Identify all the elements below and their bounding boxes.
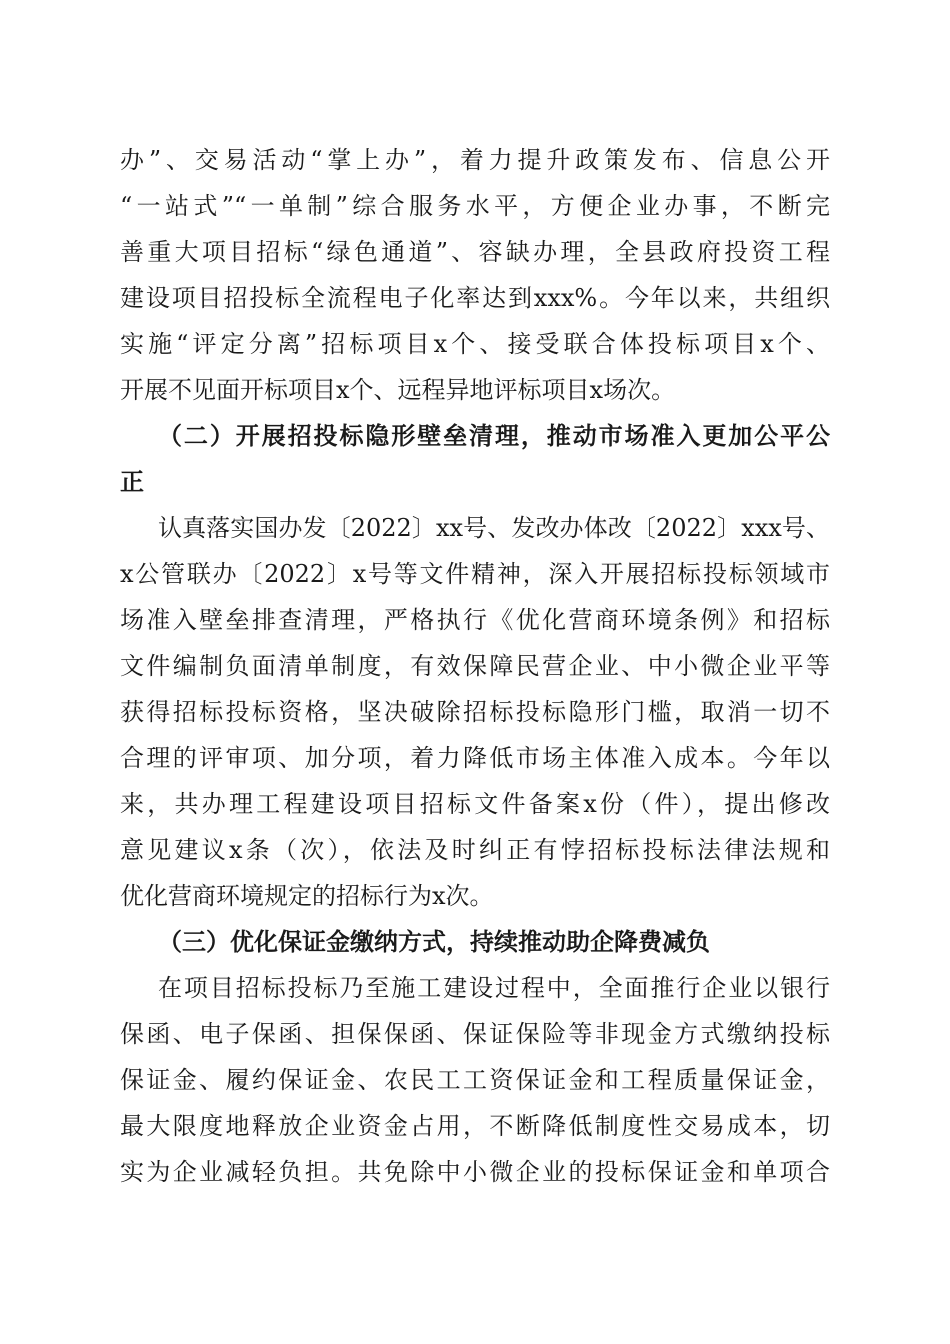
text-line: 文件编制负面清单制度，有效保障民营企业、中小微企业平等	[120, 652, 830, 680]
text-line: 建设项目招投标全流程电子化率达到xxx%。今年以来，共组织	[120, 284, 830, 312]
text-line: 意见建议x条（次），依法及时纠正有悖招标投标法律法规和	[120, 836, 830, 864]
text-line: 认真落实国办发〔2022〕xx号、发改办体改〔2022〕xxx号、	[158, 514, 830, 542]
section-heading: 正	[120, 467, 144, 496]
text-line: 开展不见面开标项目x个、远程异地评标项目x场次。	[120, 376, 676, 404]
text-line: 保函、电子保函、担保保函、保证保险等非现金方式缴纳投标	[120, 1020, 830, 1048]
text-line: 实施“评定分离”招标项目x个、接受联合体投标项目x个、	[120, 330, 830, 358]
text-line: 合理的评审项、加分项，着力降低市场主体准入成本。今年以	[120, 744, 830, 772]
text-line: 实为企业减轻负担。共免除中小微企业的投标保证金和单项合	[120, 1158, 830, 1186]
text-line: 优化营商环境规定的招标行为x次。	[120, 882, 494, 910]
section-heading: （二）开展招投标隐形壁垒清理，推动市场准入更加公平公	[158, 421, 830, 450]
section-heading: （三）优化保证金缴纳方式，持续推动助企降费减负	[158, 927, 710, 956]
text-line: x公管联办〔2022〕x号等文件精神，深入开展招标投标领域市	[120, 560, 830, 588]
text-line: 最大限度地释放企业资金占用，不断降低制度性交易成本，切	[120, 1112, 830, 1140]
text-line: 善重大项目招标“绿色通道”、容缺办理，全县政府投资工程	[120, 238, 830, 266]
text-line: 保证金、履约保证金、农民工工资保证金和工程质量保证金，	[120, 1066, 830, 1094]
text-line: 来，共办理工程建设项目招标文件备案x份（件），提出修改	[120, 790, 830, 818]
text-line: 场准入壁垒排查清理，严格执行《优化营商环境条例》和招标	[120, 606, 830, 634]
text-line: 在项目招标投标乃至施工建设过程中，全面推行企业以银行	[158, 974, 830, 1002]
text-line: “一站式”“一单制”综合服务水平，方便企业办事，不断完	[120, 192, 830, 220]
text-line: 获得招标投标资格，坚决破除招标投标隐形门槛，取消一切不	[120, 698, 830, 726]
text-line: 办”、交易活动“掌上办”，着力提升政策发布、信息公开	[120, 146, 830, 174]
document-body	[120, 137, 830, 1195]
